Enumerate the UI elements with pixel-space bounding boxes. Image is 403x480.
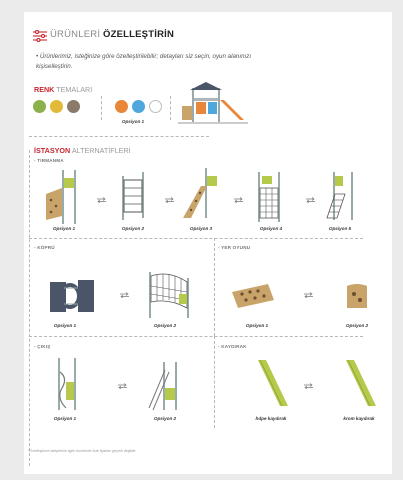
color-divider-2 (170, 96, 171, 120)
slide-hdpe-image (256, 358, 290, 410)
section-divider (29, 336, 363, 337)
climbing-option-5-label: Opsiyon 5 (328, 226, 352, 231)
title-bold: ÖZELLEŞTİRİN (103, 29, 175, 40)
climbing-option-4-image (252, 172, 288, 224)
exit-option-1-image (50, 358, 84, 412)
swap-arrows-icon (117, 383, 128, 389)
page-margin-rule (29, 150, 30, 466)
bridge-heading: - KÖPRÜ (34, 245, 55, 250)
title-light: ÜRÜNLERİ (50, 29, 101, 40)
stations-heading-light: ALTERNATİFLERİ (71, 146, 131, 155)
swap-arrows-icon (96, 197, 107, 203)
playground-preview-image (178, 82, 248, 126)
color-divider (101, 96, 102, 120)
exit-heading: - ÇIKIŞ (34, 344, 51, 349)
stations-heading (34, 146, 131, 155)
ground-play-option-2-image (345, 282, 369, 310)
color-option-label: Opsiyon 1 (121, 119, 145, 124)
color-themes-heading-light: TEMALARI (56, 85, 93, 94)
section-divider (29, 238, 363, 239)
climbing-heading: - TIRMANMA (34, 158, 64, 163)
swatch-brown (67, 100, 80, 113)
exit-option-1-label: Opsiyon 1 (53, 416, 77, 421)
footnote: *Özelleştirme taleplerine ilgiin ürünlerde liste fiyatları geçerli değildir. (28, 449, 137, 453)
climbing-option-3-image (177, 168, 221, 223)
stations-heading-bold: İSTASYON (34, 146, 71, 155)
swatch-green (33, 100, 46, 113)
swatch-orange (115, 100, 128, 113)
swap-arrows-icon (164, 197, 175, 203)
swap-arrows-icon (303, 292, 314, 298)
color-themes-heading-bold: RENK (34, 85, 55, 94)
swap-arrows-icon (233, 197, 244, 203)
swap-arrows-icon (303, 383, 314, 389)
sliders-icon (33, 30, 47, 42)
climbing-option-4-label: Opsiyon 4 (259, 226, 283, 231)
slide-chrome-image (344, 358, 378, 410)
ground-play-option-1-label: Opsiyon 1 (245, 323, 269, 328)
slide-heading: - KAYDIRAK (218, 344, 247, 349)
climbing-option-5-image (323, 172, 359, 224)
swatch-white (149, 100, 162, 113)
color-themes-heading (34, 85, 92, 94)
bridge-option-1-image (44, 274, 98, 318)
swatch-blue (132, 100, 145, 113)
swatch-yellow (50, 100, 63, 113)
slide-chrome-label: krom kaydırak (343, 416, 375, 421)
bridge-option-2-image (145, 268, 195, 320)
bridge-option-1-label: Opsiyon 1 (53, 323, 77, 328)
swap-arrows-icon (119, 292, 130, 298)
exit-option-2-image (145, 362, 189, 412)
ground-play-heading: - YER OYUNU (218, 245, 251, 250)
intro-text: • Ürünlerimiz, isteğinize göre özelleştirilebilir; detayları siz seçin, oyun alanınızı kişiselleştirin. (36, 53, 252, 70)
climbing-option-1-image (40, 170, 80, 225)
column-divider (214, 336, 215, 428)
climbing-option-2-label: Opsiyon 2 (121, 226, 145, 231)
page-title (50, 29, 174, 40)
climbing-option-3-label: Opsiyon 3 (189, 226, 213, 231)
stations-top-rule (29, 136, 209, 137)
climbing-option-2-image (118, 172, 158, 222)
climbing-option-1-label: Opsiyon 1 (52, 226, 76, 231)
slide-hdpe-label: hdpe kaydırak (255, 416, 287, 421)
swap-arrows-icon (305, 197, 316, 203)
ground-play-option-1-image (228, 282, 278, 310)
column-divider (214, 238, 215, 336)
exit-option-2-label: Opsiyon 2 (153, 416, 177, 421)
ground-play-option-2-label: Opsiyon 2 (345, 323, 369, 328)
bridge-option-2-label: Opsiyon 2 (153, 323, 177, 328)
